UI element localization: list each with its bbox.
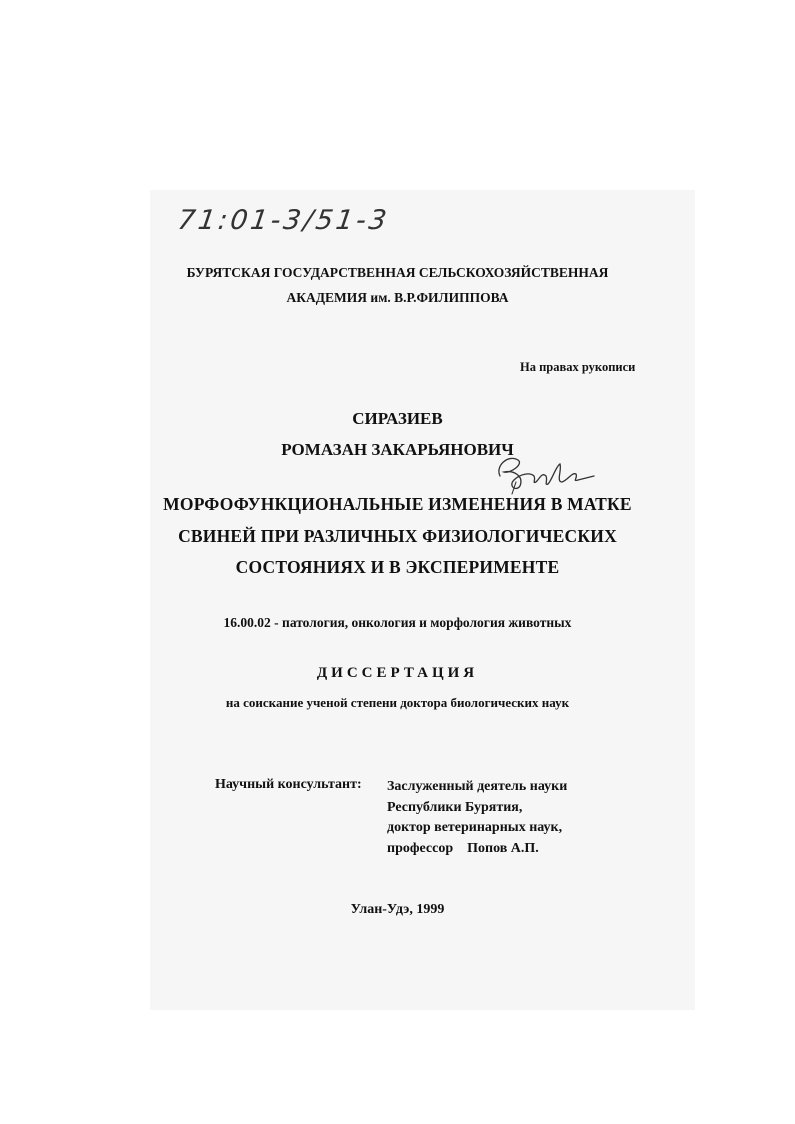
consultant-label: Научный консультант: bbox=[215, 777, 362, 792]
title-line-3: СОСТОЯНИЯХ И В ЭКСПЕРИМЕНТЕ bbox=[235, 557, 560, 577]
title-line-2: СВИНЕЙ ПРИ РАЗЛИЧНЫХ ФИЗИОЛОГИЧЕСКИХ bbox=[178, 526, 617, 546]
consultant-line-3: доктор ветеринарных наук, bbox=[387, 820, 563, 835]
rights-note: На правах рукописи bbox=[520, 360, 636, 374]
title-line-1: МОРФОФУНКЦИОНАЛЬНЫЕ ИЗМЕНЕНИЯ В МАТКЕ bbox=[163, 494, 632, 514]
consultant-details bbox=[387, 777, 567, 859]
degree-line: на соискание ученой степени доктора биологических наук bbox=[225, 695, 570, 710]
institution-line-2: АКАДЕМИЯ им. В.Р.ФИЛИППОВА bbox=[286, 290, 509, 305]
signature-image bbox=[490, 446, 600, 496]
consultant-line-1: Заслуженный деятель науки bbox=[387, 779, 568, 794]
institution-line-1: БУРЯТСКАЯ ГОСУДАРСТВЕННАЯ СЕЛЬСКОХОЗЯЙСТВЕННАЯ bbox=[186, 265, 609, 280]
author-surname: СИРАЗИЕВ bbox=[352, 409, 443, 428]
consultant-line-2: Республики Бурятия, bbox=[387, 799, 523, 815]
document-type: ДИССЕРТАЦИЯ bbox=[316, 665, 479, 681]
author-name: РОМАЗАН ЗАКАРЬЯНОВИЧ bbox=[281, 440, 514, 459]
specialty-code: 16.00.02 - патология, онкология и морфология животных bbox=[223, 615, 572, 630]
scanned-page-area bbox=[150, 190, 695, 1010]
archive-number: 71:01-3/51-3 bbox=[175, 205, 392, 236]
consultant-line-4: профессор Попов А.П. bbox=[387, 840, 539, 856]
place-and-year: Улан-Удэ, 1999 bbox=[350, 902, 445, 917]
